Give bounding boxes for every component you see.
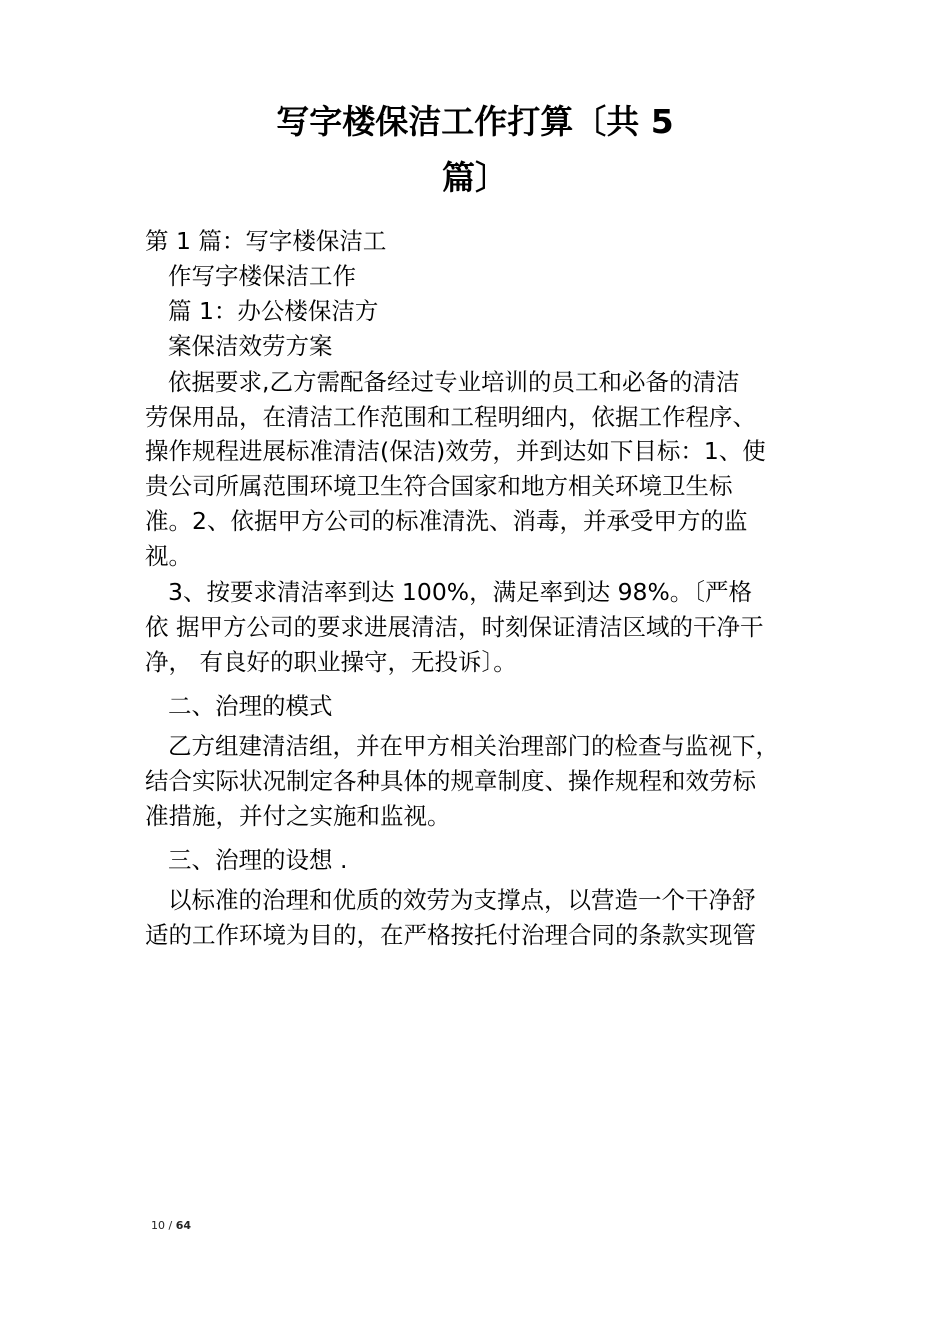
document-title-line-2: 篇〕 [442,158,508,197]
text-line: 准。2、依据甲方公司的标准清洗、消毒，并承受甲方的监 [145,507,748,535]
text-line: 作写字楼保洁工作 [168,262,356,290]
text-line: 依据要求,乙方需配备经过专业培训的员工和必备的清洁 [168,368,740,396]
text-line: 第 1 篇：写字楼保洁工 [145,227,387,255]
page-total: 64 [175,1219,192,1232]
section-heading: 二、治理的模式 [168,692,333,720]
text-line: 以标准的治理和优质的效劳为支撑点，以营造一个干净舒 [168,886,756,914]
text-line: 结合实际状况制定各种具体的规章制度、操作规程和效劳标 [145,767,756,795]
text-line: 3、按要求清洁率到达 100%，满足率到达 98%。〔严格 [168,578,753,606]
text-line: 视。 [145,542,192,570]
document-title-line-1: 写字楼保洁工作打算〔共 5 [276,102,674,141]
text-line: 乙方组建清洁组，并在甲方相关治理部门的检查与监视下， [168,732,779,760]
page-number [151,1219,191,1232]
text-line: 操作规程进展标准清洁(保洁)效劳，并到达如下目标：1、使 [145,437,766,465]
text-line: 净， 有良好的职业操守，无投诉〕。 [145,648,517,676]
text-line: 贵公司所属范围环境卫生符合国家和地方相关环境卫生标 [145,472,733,500]
text-line: 准措施，并付之实施和监视。 [145,802,451,830]
text-line: 篇 1：办公楼保洁方 [168,297,379,325]
section-heading: 三、治理的设想 . [168,846,348,874]
page-separator: / [165,1219,176,1232]
page-current: 10 [151,1219,165,1232]
text-line: 依 据甲方公司的要求进展清洁，时刻保证清洁区域的干净干 [145,613,764,641]
text-line: 劳保用品，在清洁工作范围和工程明细内，依据工作程序、 [145,403,756,431]
text-line: 适的工作环境为目的，在严格按托付治理合同的条款实现管 [145,921,756,949]
text-line: 案保洁效劳方案 [168,332,333,360]
